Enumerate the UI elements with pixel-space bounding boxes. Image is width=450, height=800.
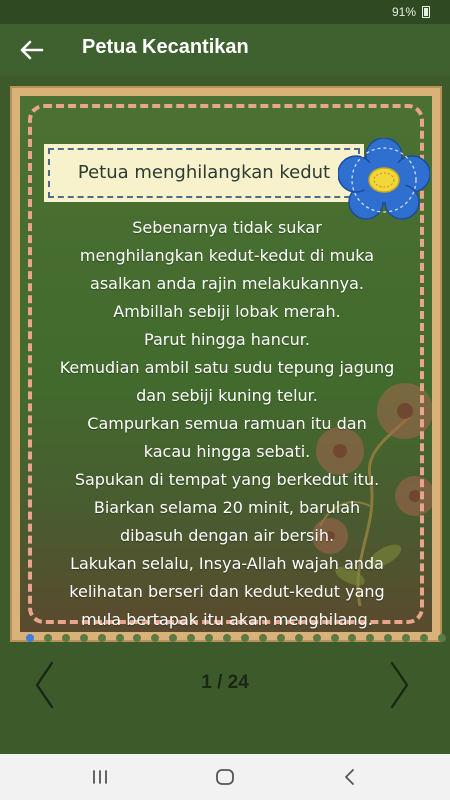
title-tag — [44, 144, 364, 202]
page-dot — [44, 634, 52, 642]
page-dot — [331, 634, 339, 642]
battery-icon — [422, 6, 430, 18]
page-dot — [98, 634, 106, 642]
recent-apps-icon — [90, 768, 110, 786]
system-nav-bar — [0, 754, 450, 800]
page-dot-active — [26, 634, 34, 642]
page-dot — [116, 634, 124, 642]
tip-card-background — [20, 96, 432, 632]
flower-badge-icon — [338, 138, 430, 220]
page-dot — [366, 634, 374, 642]
recent-apps-button[interactable] — [90, 768, 110, 786]
page-dot — [205, 634, 213, 642]
home-icon — [214, 767, 236, 787]
pager — [0, 658, 450, 718]
page-dot — [223, 634, 231, 642]
page-dot — [62, 634, 70, 642]
page-dot — [438, 634, 446, 642]
page-dot — [80, 634, 88, 642]
page-dot — [313, 634, 321, 642]
page-indicator — [26, 634, 446, 644]
page-dot — [133, 634, 141, 642]
page-dot — [151, 634, 159, 642]
battery-percentage: 91% — [391, 5, 416, 19]
page-counter: 1 / 24 — [201, 672, 249, 693]
tip-title: Petua menghilangkan kedut — [77, 162, 331, 183]
tip-card[interactable] — [10, 86, 442, 642]
page-dot — [187, 634, 195, 642]
page-dot — [420, 634, 428, 642]
page-dot — [277, 634, 285, 642]
back-button[interactable] — [16, 36, 48, 64]
page-dot — [402, 634, 410, 642]
page-dot — [259, 634, 267, 642]
chevron-right-icon — [388, 660, 412, 710]
page-dot — [169, 634, 177, 642]
page-dot — [384, 634, 392, 642]
tip-body: Sebenarnya tidak sukar menghilangkan kedut-kedut di muka asalkan anda rajin melakukannya. Ambillah sebiji lobak merah. Parut hingga hancur. Kemudian ambil satu sudu tepung jagung dan sebiji kuning telur. Campurkan semua ramuan itu dan kacau hingga sebati. Sapukan di tempat yang berkedut itu. Biarkan selama 20 minit, barulah dibasuh dengan air bersih. Lakukan selalu, Insya-Allah wajah anda kelihatan berseri dan kedut-kedut yang mula bertapak itu akan menghilang. — [59, 218, 395, 629]
page-title: Petua Kecantikan — [82, 36, 249, 58]
arrow-left-icon — [16, 36, 48, 64]
next-button[interactable] — [388, 660, 412, 710]
app-bar — [0, 24, 450, 76]
page-dot — [241, 634, 249, 642]
home-button[interactable] — [214, 767, 236, 787]
content-area — [0, 76, 450, 754]
status-bar — [0, 0, 450, 24]
page-dot — [348, 634, 356, 642]
page-dot — [295, 634, 303, 642]
system-back-button[interactable] — [340, 767, 360, 787]
back-icon — [340, 767, 360, 787]
